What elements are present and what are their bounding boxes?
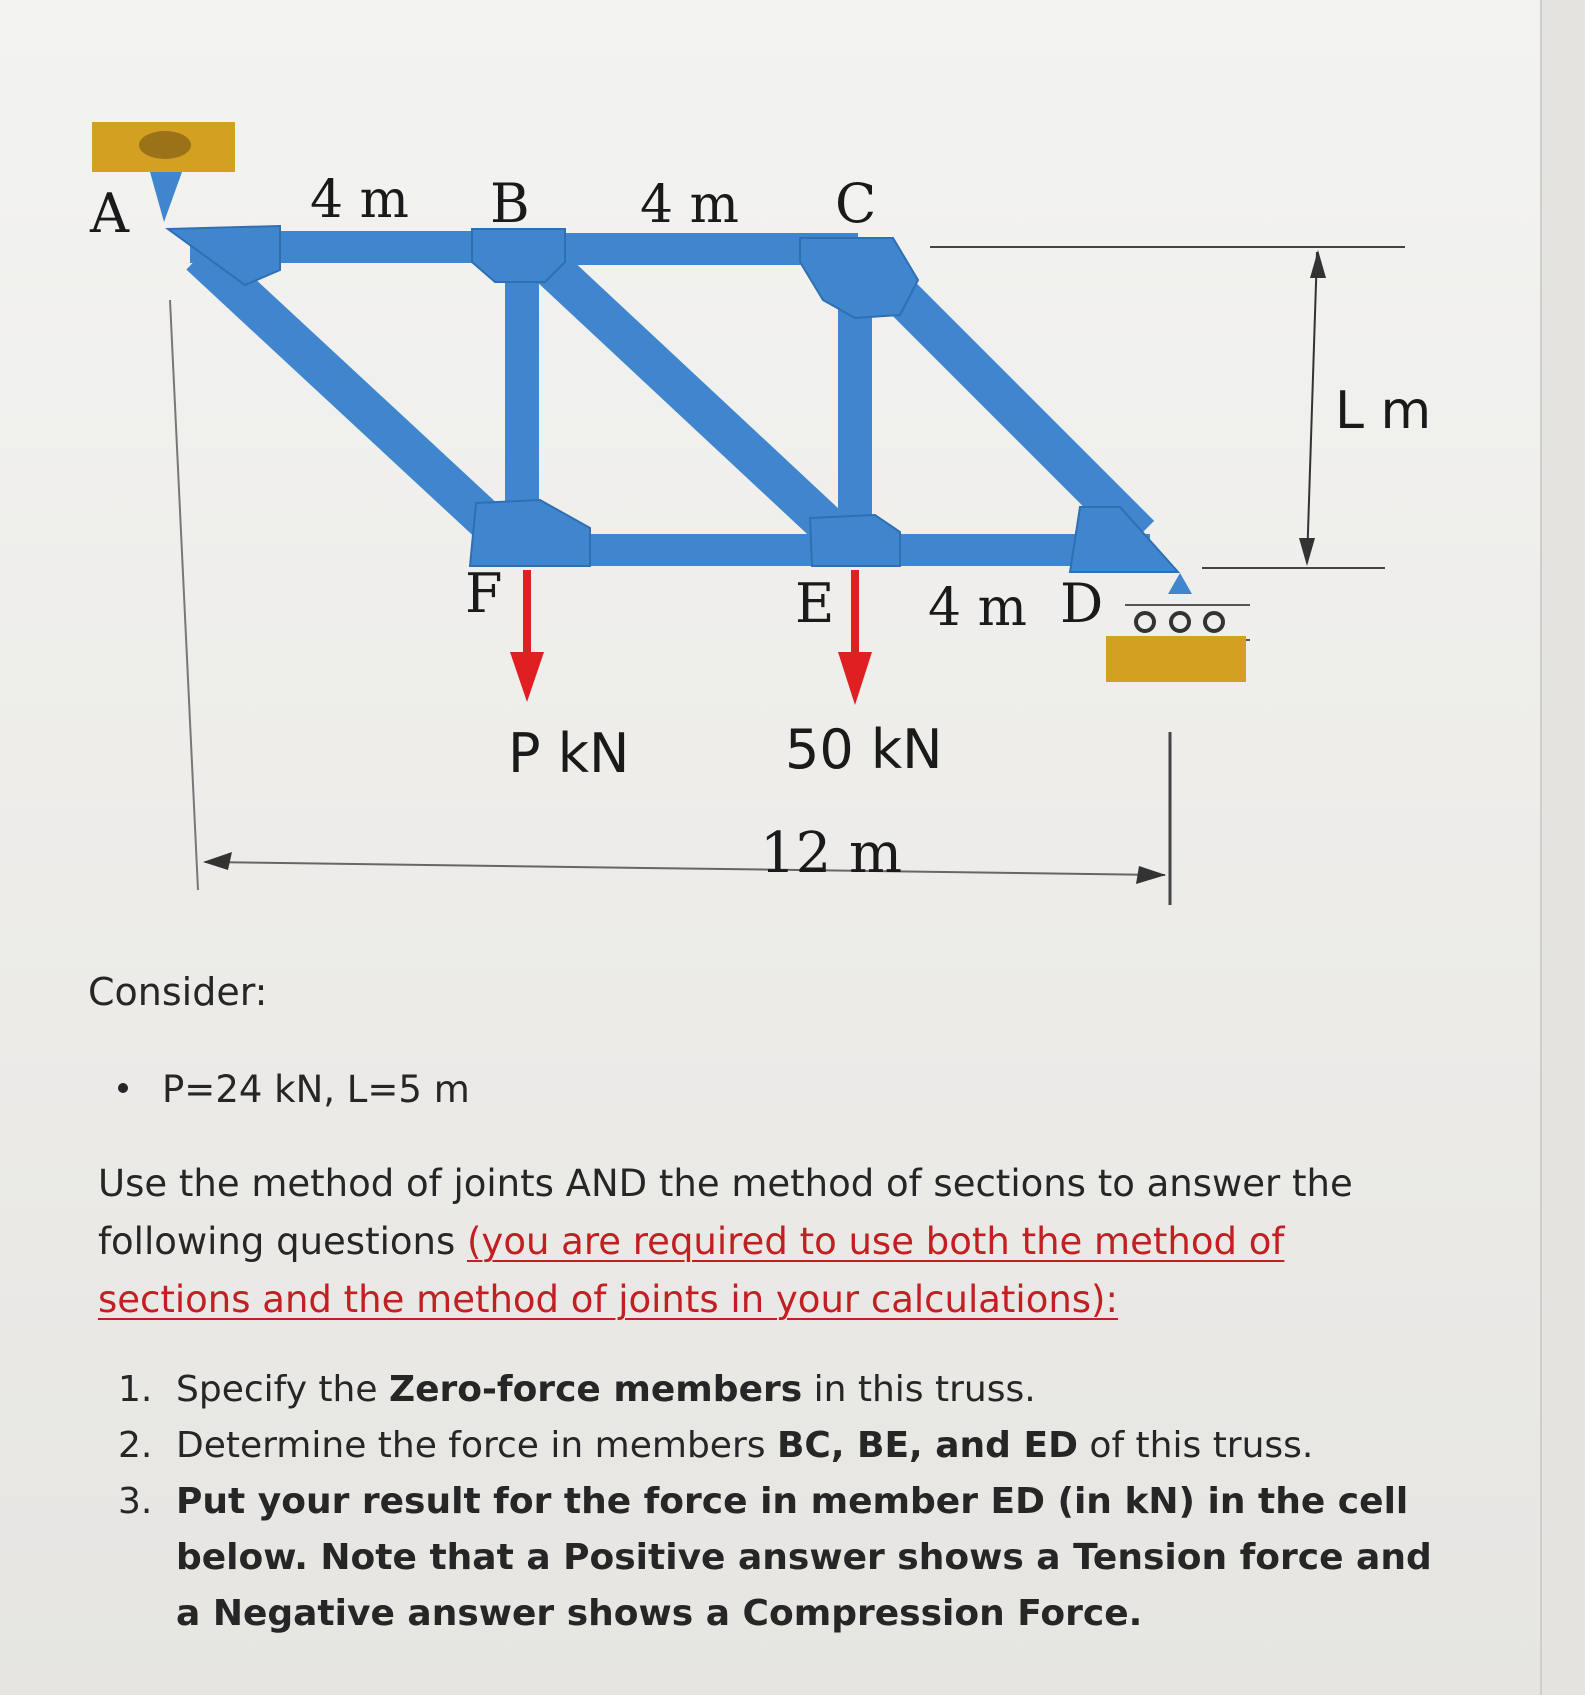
question-2 — [118, 1418, 1448, 1474]
consider-heading: Consider: — [88, 970, 268, 1014]
node-label-c: C — [835, 172, 877, 235]
instructions-requirement: (you are required to use both the method of sections and the method of joints in your calculations): — [98, 1220, 1285, 1321]
height-dimension-line — [1307, 252, 1317, 563]
span-arrow-right — [1136, 866, 1166, 884]
instructions-paragraph — [98, 1155, 1438, 1329]
member-af — [200, 255, 505, 538]
load-label-e: 50 kN — [785, 718, 943, 781]
span-label: 12 m — [760, 821, 903, 886]
member-cd — [875, 270, 1140, 535]
given-values-text: P=24 kN, L=5 m — [162, 1068, 470, 1111]
left-extension-line — [170, 300, 198, 890]
pin-support-triangle — [150, 172, 182, 222]
dim-label-bc: 4 m — [640, 175, 739, 235]
load-label-f: P kN — [508, 722, 630, 785]
instructions-text: Use the method of joints AND the method of sections to answer the following questions — [98, 1162, 1353, 1263]
span-arrow-left — [203, 852, 232, 870]
question-3-number: 3. — [118, 1481, 153, 1522]
gusset-d — [1070, 507, 1178, 572]
height-label: L m — [1335, 381, 1432, 441]
node-label-e: E — [795, 572, 835, 635]
roller-triangle — [1168, 573, 1192, 594]
roller-wheel-3 — [1205, 613, 1223, 631]
height-arrow-bottom — [1299, 538, 1315, 566]
member-be — [545, 262, 845, 542]
question-1-text: Specify the Zero-force members in this truss. — [176, 1369, 1036, 1410]
question-2-text: Determine the force in members BC, BE, and ED of this truss. — [176, 1425, 1314, 1466]
question-1-number: 1. — [118, 1369, 153, 1410]
question-3-text: Put your result for the force in member ED (in kN) in the cell below. Note that a Positive answer shows a Tension force and a Negative answer shows a Compression Force. — [176, 1481, 1432, 1634]
bullet-dot — [118, 1083, 128, 1093]
gusset-e — [810, 515, 900, 566]
node-label-f: F — [465, 562, 503, 625]
node-label-a: A — [90, 182, 129, 245]
question-3 — [118, 1474, 1448, 1642]
height-arrow-top — [1310, 250, 1326, 278]
question-1 — [118, 1362, 1448, 1418]
node-label-b: B — [490, 172, 530, 235]
roller-wheel-1 — [1136, 613, 1154, 631]
load-arrow-e — [838, 570, 872, 705]
truss-members — [190, 247, 1150, 550]
gusset-b — [472, 229, 565, 282]
gusset-c — [800, 238, 918, 318]
given-values-bullet — [118, 1068, 470, 1111]
question-2-number: 2. — [118, 1425, 153, 1466]
dim-label-ab: 4 m — [310, 170, 409, 230]
node-label-d: D — [1060, 572, 1104, 635]
questions-list — [118, 1362, 1448, 1642]
roller-support-block — [1106, 636, 1246, 682]
pin-support-shadow — [139, 131, 191, 159]
dim-label-ed: 4 m — [928, 578, 1027, 638]
load-arrow-f — [510, 570, 544, 702]
span-dimension-line — [205, 862, 1165, 875]
roller-wheel-2 — [1171, 613, 1189, 631]
gusset-f — [470, 500, 590, 566]
